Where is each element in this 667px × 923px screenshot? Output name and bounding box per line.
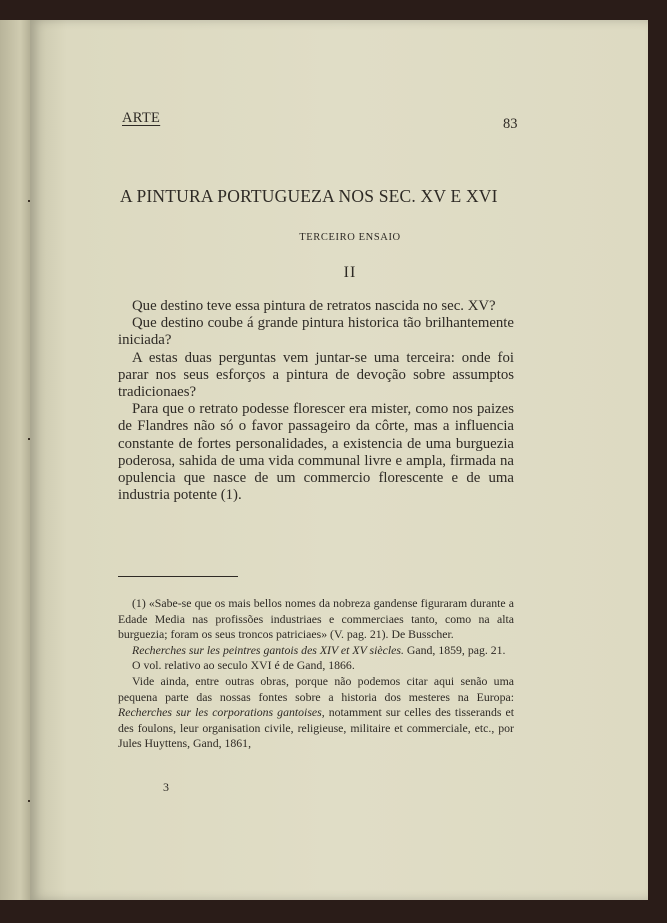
signature-mark: 3 — [163, 780, 169, 794]
page-number: 83 — [503, 116, 518, 132]
footnote-text: Gand, 1859, pag. 21. — [403, 642, 506, 657]
book-page — [30, 20, 648, 900]
paragraph: Para que o retrato podesse florescer era mister, como nos paizes de Flandres não só o favor passageiro da côrte, mas a influencia constante de fortes personalidades, a existencia de uma burguezia poderosa, sahida de uma vida communal livre e ampla, firmada na opulencia que nasce de um commercio florescente e de uma industria potente (1). — [118, 401, 514, 504]
footnote-title-italic: Recherches sur les corporations gantoises, — [118, 705, 325, 720]
footnote-title-italic: Recherches sur les peintres gantois des XIV et XV siècles. — [132, 642, 404, 657]
chapter-title: A PINTURA PORTUGUEZA NOS SEC. XV E XVI — [120, 186, 498, 206]
footnote-separator — [118, 576, 238, 577]
footnote — [118, 643, 514, 659]
footnotes — [118, 596, 514, 752]
paragraph: A estas duas perguntas vem juntar-se uma terceira: onde foi parar nos seus esforços a pintura de devoção sobre assumptos tradicionaes? — [118, 349, 514, 401]
running-head: ARTE — [122, 110, 161, 126]
paragraph: Que destino coube á grande pintura historica tão brilhantemente iniciada? — [118, 315, 514, 349]
paragraph: Que destino teve essa pintura de retratos nascida no sec. XV? — [132, 298, 496, 314]
section-number: II — [343, 264, 357, 281]
footnote-text: notamment sur celles des tisserands et des foulons, leur organisation civile, religieuse, militaire et commerciale, etc., por Jules Huyttens, Gand, 1861, — [118, 705, 514, 751]
chapter-subtitle: TERCEIRO ENSAIO — [299, 232, 401, 243]
footnote-text: Vide ainda, entre outras obras, porque não podemos citar aqui senão uma pequena parte das nossas fontes sobre a historia dos mesteres na Europa: — [118, 673, 514, 704]
footnote: (1) «Sabe-se que os mais bellos nomes da nobreza gandense figuraram durante a Edade Media nas profissões industriaes e commerciaes tanto, como na alta burguezia; foram os seus troncos patriciaes» (V. pag. 21). De Busscher. — [118, 596, 514, 642]
footnote: O vol. relativo ao seculo XVI é de Gand, 1866. — [132, 658, 355, 673]
body-text — [118, 298, 514, 504]
footnote — [118, 674, 514, 752]
left-page-edge — [0, 20, 34, 900]
